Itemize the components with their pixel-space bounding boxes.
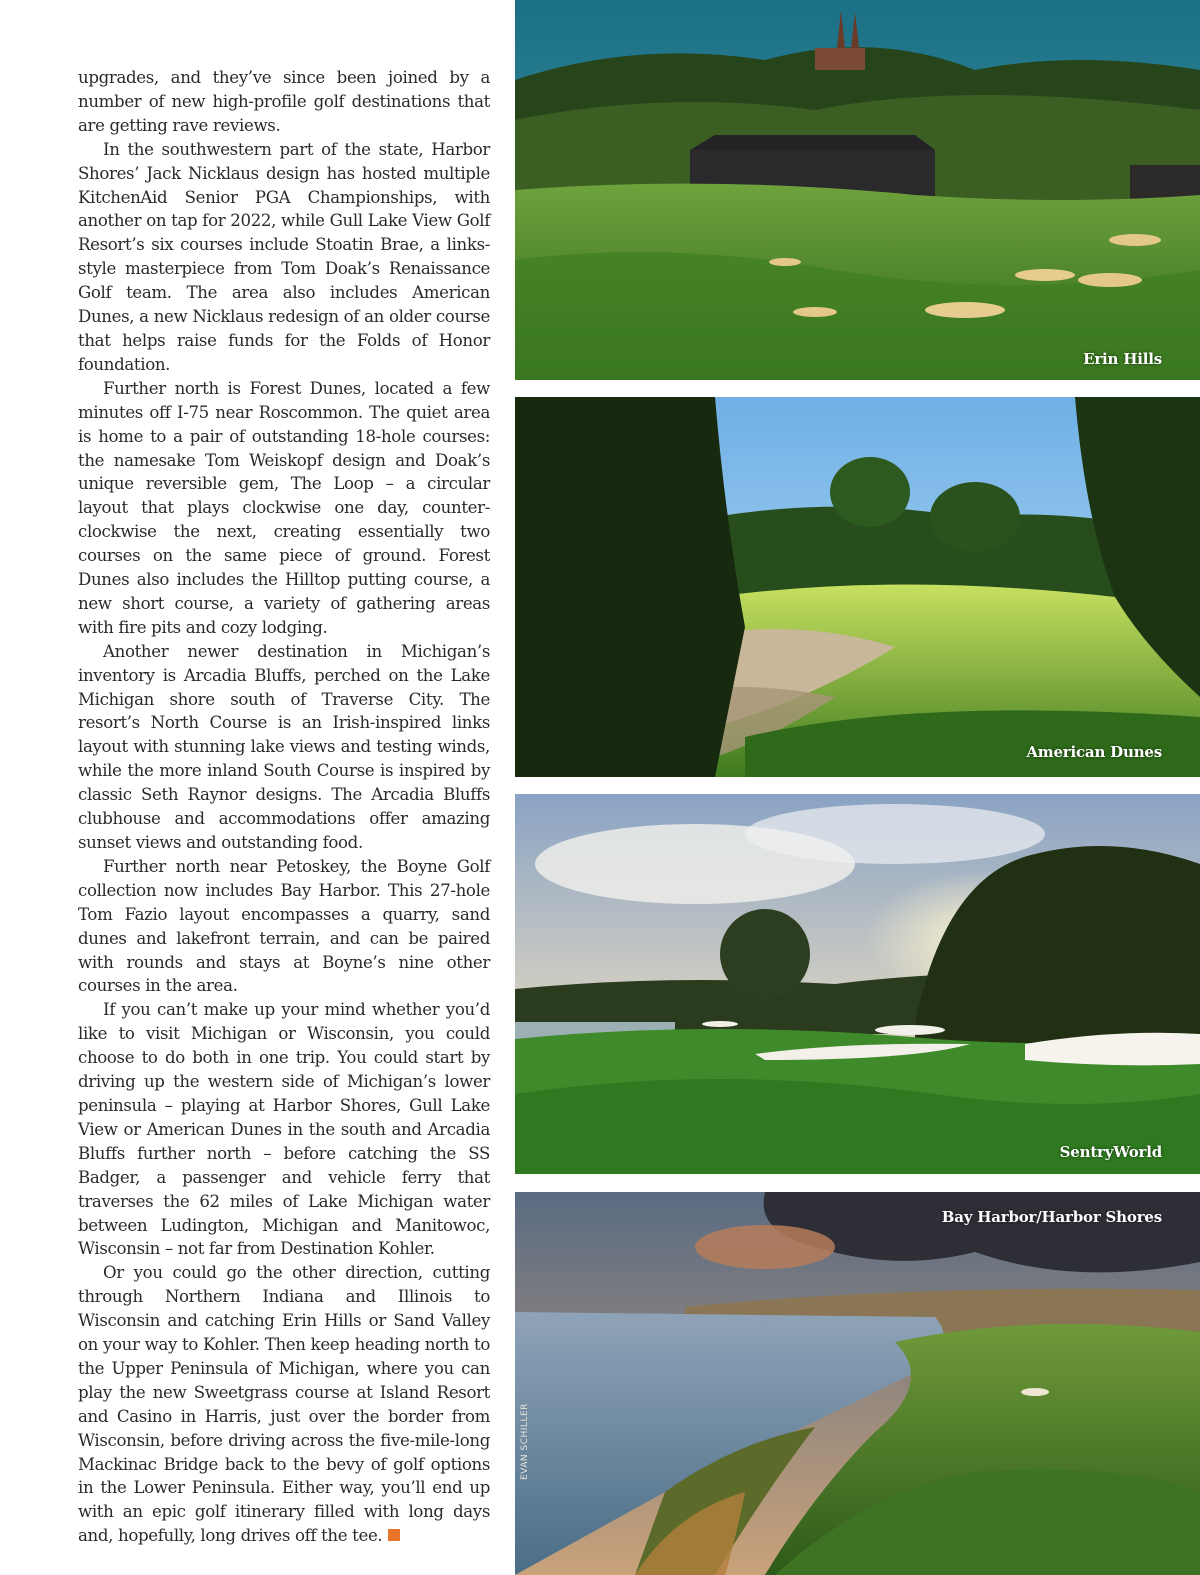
photo-credit: EVAN SCHILLER	[520, 1403, 530, 1480]
article-paragraph-text: Or you could go the other direction, cutting through Northern Indiana and Illinois to Wisconsin and catching Erin Hills or Sand Valley on your way to Kohler. Then keep heading north to the Upper Peninsula of Michigan, where you can play the new Sweetgrass course at Island Resort and Casino in Harris, just over the border from Wisconsin, before driving across the five-mile-long Mackinac Bridge back to the bevy of golf options in the Lower Peninsula. Either way, you’ll end up with an epic golf itinerary filled with long days and, hopefully, long drives off the tee.	[78, 1263, 490, 1546]
article-paragraph: In the southwestern part of the state, Harbor Shores’ Jack Nicklaus design has hosted multiple KitchenAid Senior PGA Championships, with another on tap for 2022, while Gull Lake View Golf Resort’s six courses include Stoatin Brae, a links-style masterpiece from Tom Doak’s Renaissance Golf team. The area also includes American Dunes, a new Nicklaus redesign of an older course that helps raise funds for the Folds of Honor foundation.	[78, 139, 490, 374]
article-body	[78, 66, 490, 1548]
article-paragraph: Further north is Forest Dunes, located a few minutes off I-75 near Roscommon. The quiet area is home to a pair of outstanding 18-hole courses: the namesake Tom Weiskopf design and Doak’s unique reversible gem, The Loop – a circular layout that plays clockwise one day, counter-clockwise the next, creating essentially two courses on the same piece of ground. Forest Dunes also includes the Hilltop putting course, a new short course, a variety of gathering areas with fire pits and cozy lodging.	[78, 378, 490, 637]
photo-bay-harbor	[515, 1192, 1200, 1575]
article-paragraph: Further north near Petoskey, the Boyne Golf collection now includes Bay Harbor. This 27-hole Tom Fazio layout encompasses a quarry, sand dunes and lakefront terrain, and can be paired with rounds and stays at Boyne’s nine other courses in the area.	[78, 856, 490, 996]
photo-caption: Bay Harbor/Harbor Shores	[941, 1208, 1162, 1226]
article-paragraph: If you can’t make up your mind whether you’d like to visit Michigan or Wisconsin, you could choose to do both in one trip. You could start by driving up the western side of Michigan’s lower peninsula – playing at Harbor Shores, Gull Lake View or American Dunes in the south and Arcadia Bluffs further north – before catching the SS Badger, a passenger and vehicle ferry that traverses the 62 miles of Lake Michigan water between Ludington, Michigan and Manitowoc, Wisconsin – not far from Destination Kohler.	[78, 1000, 490, 1259]
photo-sentryworld	[515, 794, 1200, 1174]
article-paragraph: upgrades, and they’ve since been joined by a number of new high-profile golf destinations that are getting rave reviews.	[78, 68, 490, 135]
photo-erin-hills	[515, 0, 1200, 380]
article-paragraph: Another newer destination in Michigan’s inventory is Arcadia Bluffs, perched on the Lake Michigan shore south of Traverse City. The resort’s North Course is an Irish-inspired links layout with stunning lake views and testing winds, while the more inland South Course is inspired by classic Seth Raynor designs. The Arcadia Bluffs clubhouse and accommodations offer amazing sunset views and outstanding food.	[78, 641, 490, 852]
sentryworld-image	[515, 794, 1200, 1174]
bay-harbor-image	[515, 1192, 1200, 1575]
erin-hills-image	[515, 0, 1200, 380]
photo-caption: American Dunes	[1026, 743, 1162, 761]
end-of-article-mark	[388, 1529, 400, 1541]
article-paragraph-last	[78, 1261, 490, 1548]
photo-american-dunes	[515, 397, 1200, 777]
photo-caption: SentryWorld	[1059, 1143, 1162, 1161]
american-dunes-image	[515, 397, 1200, 777]
photo-caption: Erin Hills	[1083, 350, 1162, 368]
